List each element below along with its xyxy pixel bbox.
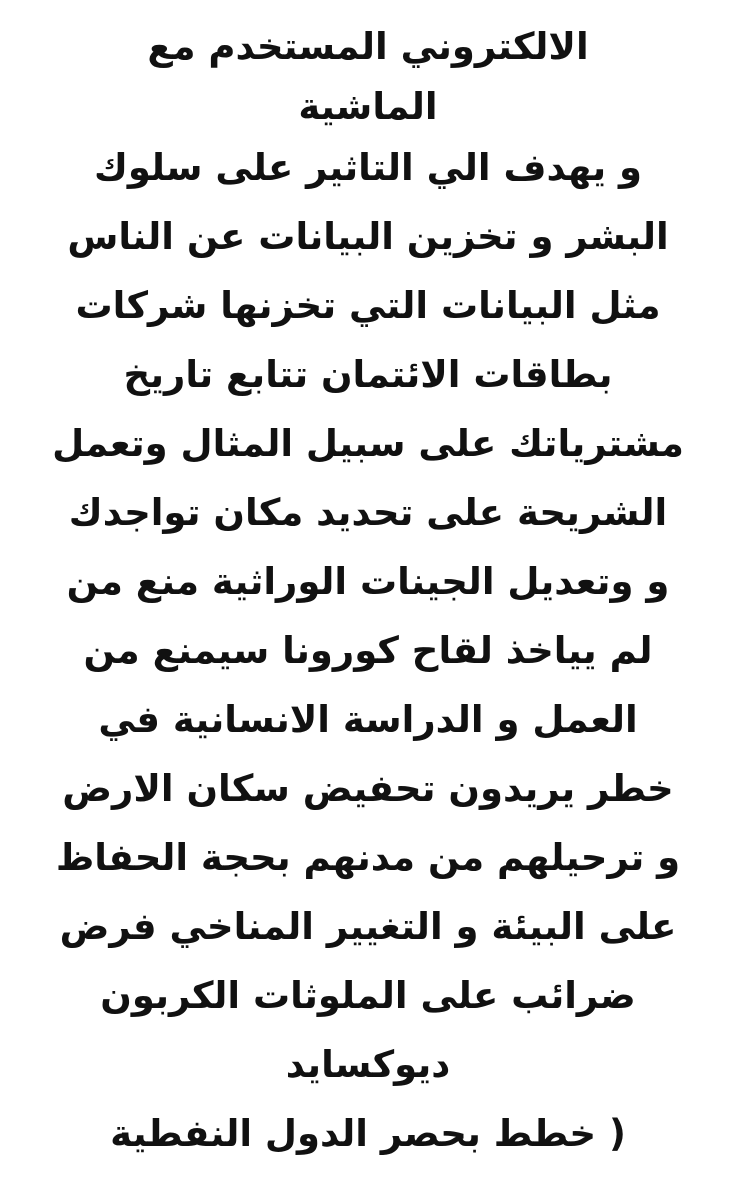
text-line: و يهدف الي التاثير على سلوك bbox=[93, 146, 643, 189]
text-line: الالكتروني المستخدم مع bbox=[147, 25, 589, 68]
text-line: لم يياخذ لقاح كورونا سيمنع من bbox=[83, 629, 653, 672]
text-line: البشر و تخزين البيانات عن الناس bbox=[67, 215, 669, 258]
text-line: مثل البيانات التي تخزنها شركات bbox=[75, 284, 661, 327]
article-text bbox=[28, 12, 708, 1168]
text-line: الماشية bbox=[298, 85, 438, 128]
text-line: ضرائب على الملوثات الكربون bbox=[100, 974, 636, 1017]
text-line: خطر يريدون تحفيض سكان الارض bbox=[62, 767, 674, 810]
text-line: العمل و الدراسة الانسانية في bbox=[98, 698, 638, 741]
text-line: ديوكسايد bbox=[285, 1043, 451, 1086]
text-line: على البيئة و التغيير المناخي فرض bbox=[59, 905, 677, 948]
text-line: و ترحيلهم من مدنهم بحجة الحفاظ bbox=[55, 836, 681, 879]
text-line: و وتعديل الجينات الوراثية منع من bbox=[66, 560, 670, 603]
text-line: ( خطط بحصر الدول النفطية bbox=[110, 1112, 626, 1155]
text-line: الشريحة على تحديد مكان تواجدك bbox=[68, 491, 668, 534]
text-line: مشترياتك على سبيل المثال وتعمل bbox=[52, 422, 684, 465]
text-line: بطاقات الائتمان تتابع تاريخ bbox=[123, 353, 613, 396]
